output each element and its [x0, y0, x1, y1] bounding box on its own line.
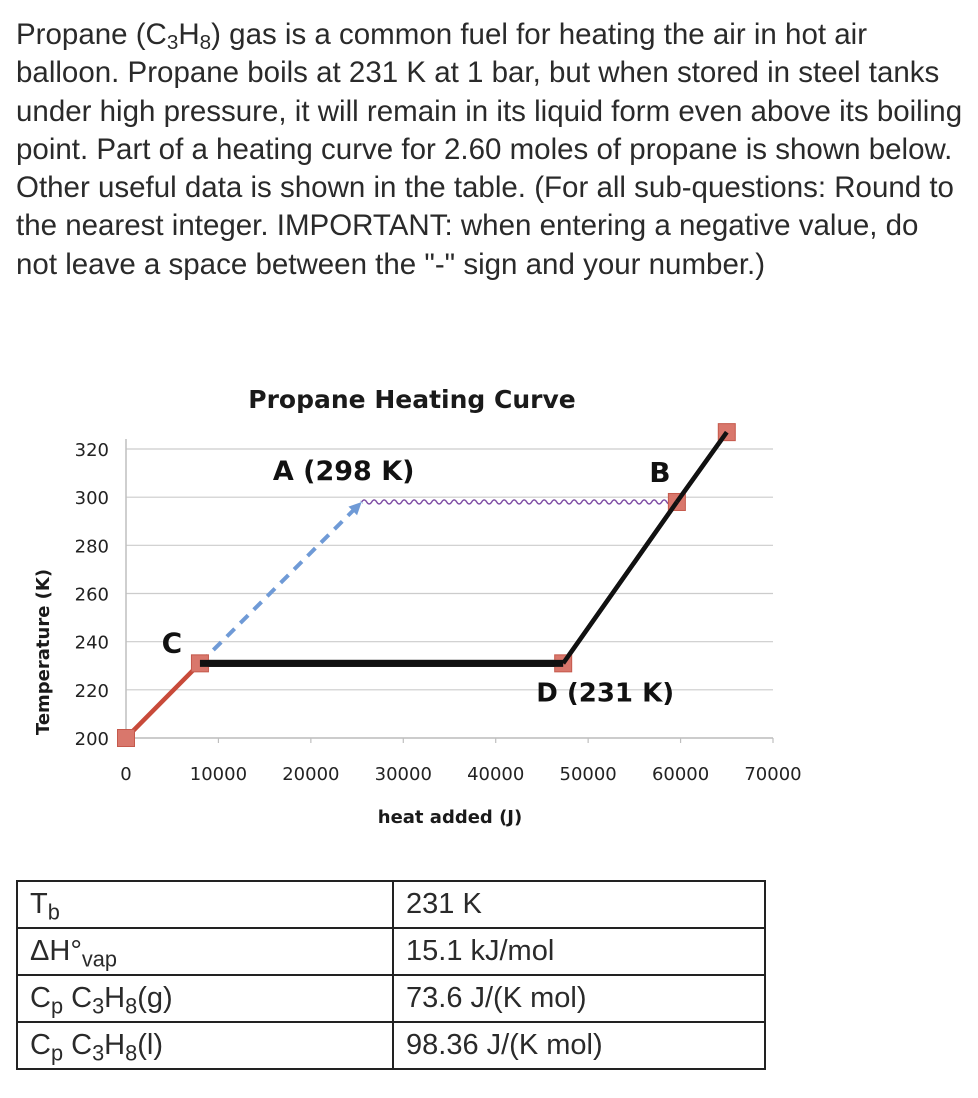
chart-title: Propane Heating Curve	[248, 385, 576, 414]
y-tick-label: 240	[74, 632, 109, 654]
tick-labels	[75, 440, 802, 785]
x-tick-label: 50000	[559, 764, 617, 785]
curve-segment-overlay	[563, 502, 677, 663]
x-tick-label: 40000	[467, 764, 525, 785]
table-value-cell: 15.1 kJ/mol	[393, 928, 765, 975]
label-main: C	[30, 982, 51, 1014]
x-tick-label: 20000	[282, 764, 340, 785]
table-value-cell: 98.36 J/(K mol)	[393, 1022, 765, 1069]
label-main: ΔH°	[30, 935, 82, 967]
label-sub: p	[50, 993, 64, 1019]
x-tick-label: 0	[120, 764, 132, 785]
label-sub: 3	[92, 993, 105, 1019]
table-row	[17, 975, 765, 1022]
question-text	[16, 16, 966, 284]
label-rest: H	[104, 1029, 126, 1061]
heating-curve-chart	[16, 370, 812, 836]
annotation-label: C	[161, 626, 183, 660]
annotation-layer	[162, 456, 674, 708]
properties-table	[16, 880, 766, 1070]
axis-layer	[126, 439, 773, 738]
label-rest: C	[63, 1029, 93, 1061]
wavy-line	[362, 500, 682, 504]
label-rest: (g)	[137, 982, 173, 1014]
label-sub: 8	[125, 993, 138, 1019]
question-sub-3: 3	[166, 31, 179, 55]
annotation-label: A (298 K)	[272, 456, 415, 487]
x-tick-label: 60000	[651, 764, 710, 785]
annotation-label: D (231 K)	[536, 678, 675, 709]
data-point-marker	[118, 730, 135, 747]
y-tick-label: 260	[74, 584, 109, 606]
table-label-cell	[17, 928, 393, 975]
label-sub: vap	[81, 946, 117, 972]
table-value-cell: 231 K	[393, 881, 765, 928]
table-row	[17, 928, 765, 975]
question-sub-8: 8	[199, 31, 212, 55]
table-row	[17, 881, 765, 928]
y-axis-label: Temperature (K)	[33, 568, 54, 736]
y-tick-label: 320	[74, 440, 109, 461]
dashed-gas-path	[200, 502, 362, 663]
label-sub: 8	[125, 1040, 138, 1066]
label-main: T	[30, 888, 48, 920]
table-value-cell: 73.6 J/(K mol)	[393, 975, 765, 1022]
label-sub: b	[47, 899, 60, 925]
x-axis-label: heat added (J)	[377, 807, 523, 828]
x-tick-label: 30000	[374, 764, 432, 785]
table-row	[17, 1022, 765, 1069]
annotation-label: B	[649, 456, 671, 489]
y-tick-label: 220	[74, 680, 109, 702]
label-rest: C	[63, 982, 93, 1014]
label-rest: (l)	[137, 1029, 163, 1061]
x-tick-label: 10000	[189, 764, 248, 785]
curve-segment	[126, 663, 200, 738]
table-label-cell	[17, 881, 393, 928]
x-tick-label: 70000	[744, 764, 802, 785]
label-main: C	[30, 1029, 51, 1061]
question-h: H	[178, 18, 200, 51]
chart-canvas	[16, 370, 812, 836]
question-body: ) gas is a common fuel for heating the air in hot air balloon. Propane boils at 231 K at 1 bar, but when stored in steel tanks under high pressure, it will remain in its liquid form even above its boiling point. Part of a heating curve for 2.60 moles of propane is shown below. Other useful data is shown in the table. (For all sub-questions: Round to the nearest integer. IMPORTANT: when entering a negative value, do not leave a space between the "-" sign and your number.)	[16, 18, 963, 281]
label-sub: 3	[92, 1040, 105, 1066]
label-sub: p	[50, 1040, 64, 1066]
question-prefix: Propane (C	[16, 18, 167, 51]
table-label-cell	[17, 1022, 393, 1069]
label-rest: H	[104, 982, 126, 1014]
y-tick-label: 300	[74, 488, 109, 510]
curve-segment-overlay	[677, 432, 727, 502]
y-tick-label: 280	[74, 536, 109, 558]
y-tick-label: 200	[74, 729, 109, 750]
table-label-cell	[17, 975, 393, 1022]
